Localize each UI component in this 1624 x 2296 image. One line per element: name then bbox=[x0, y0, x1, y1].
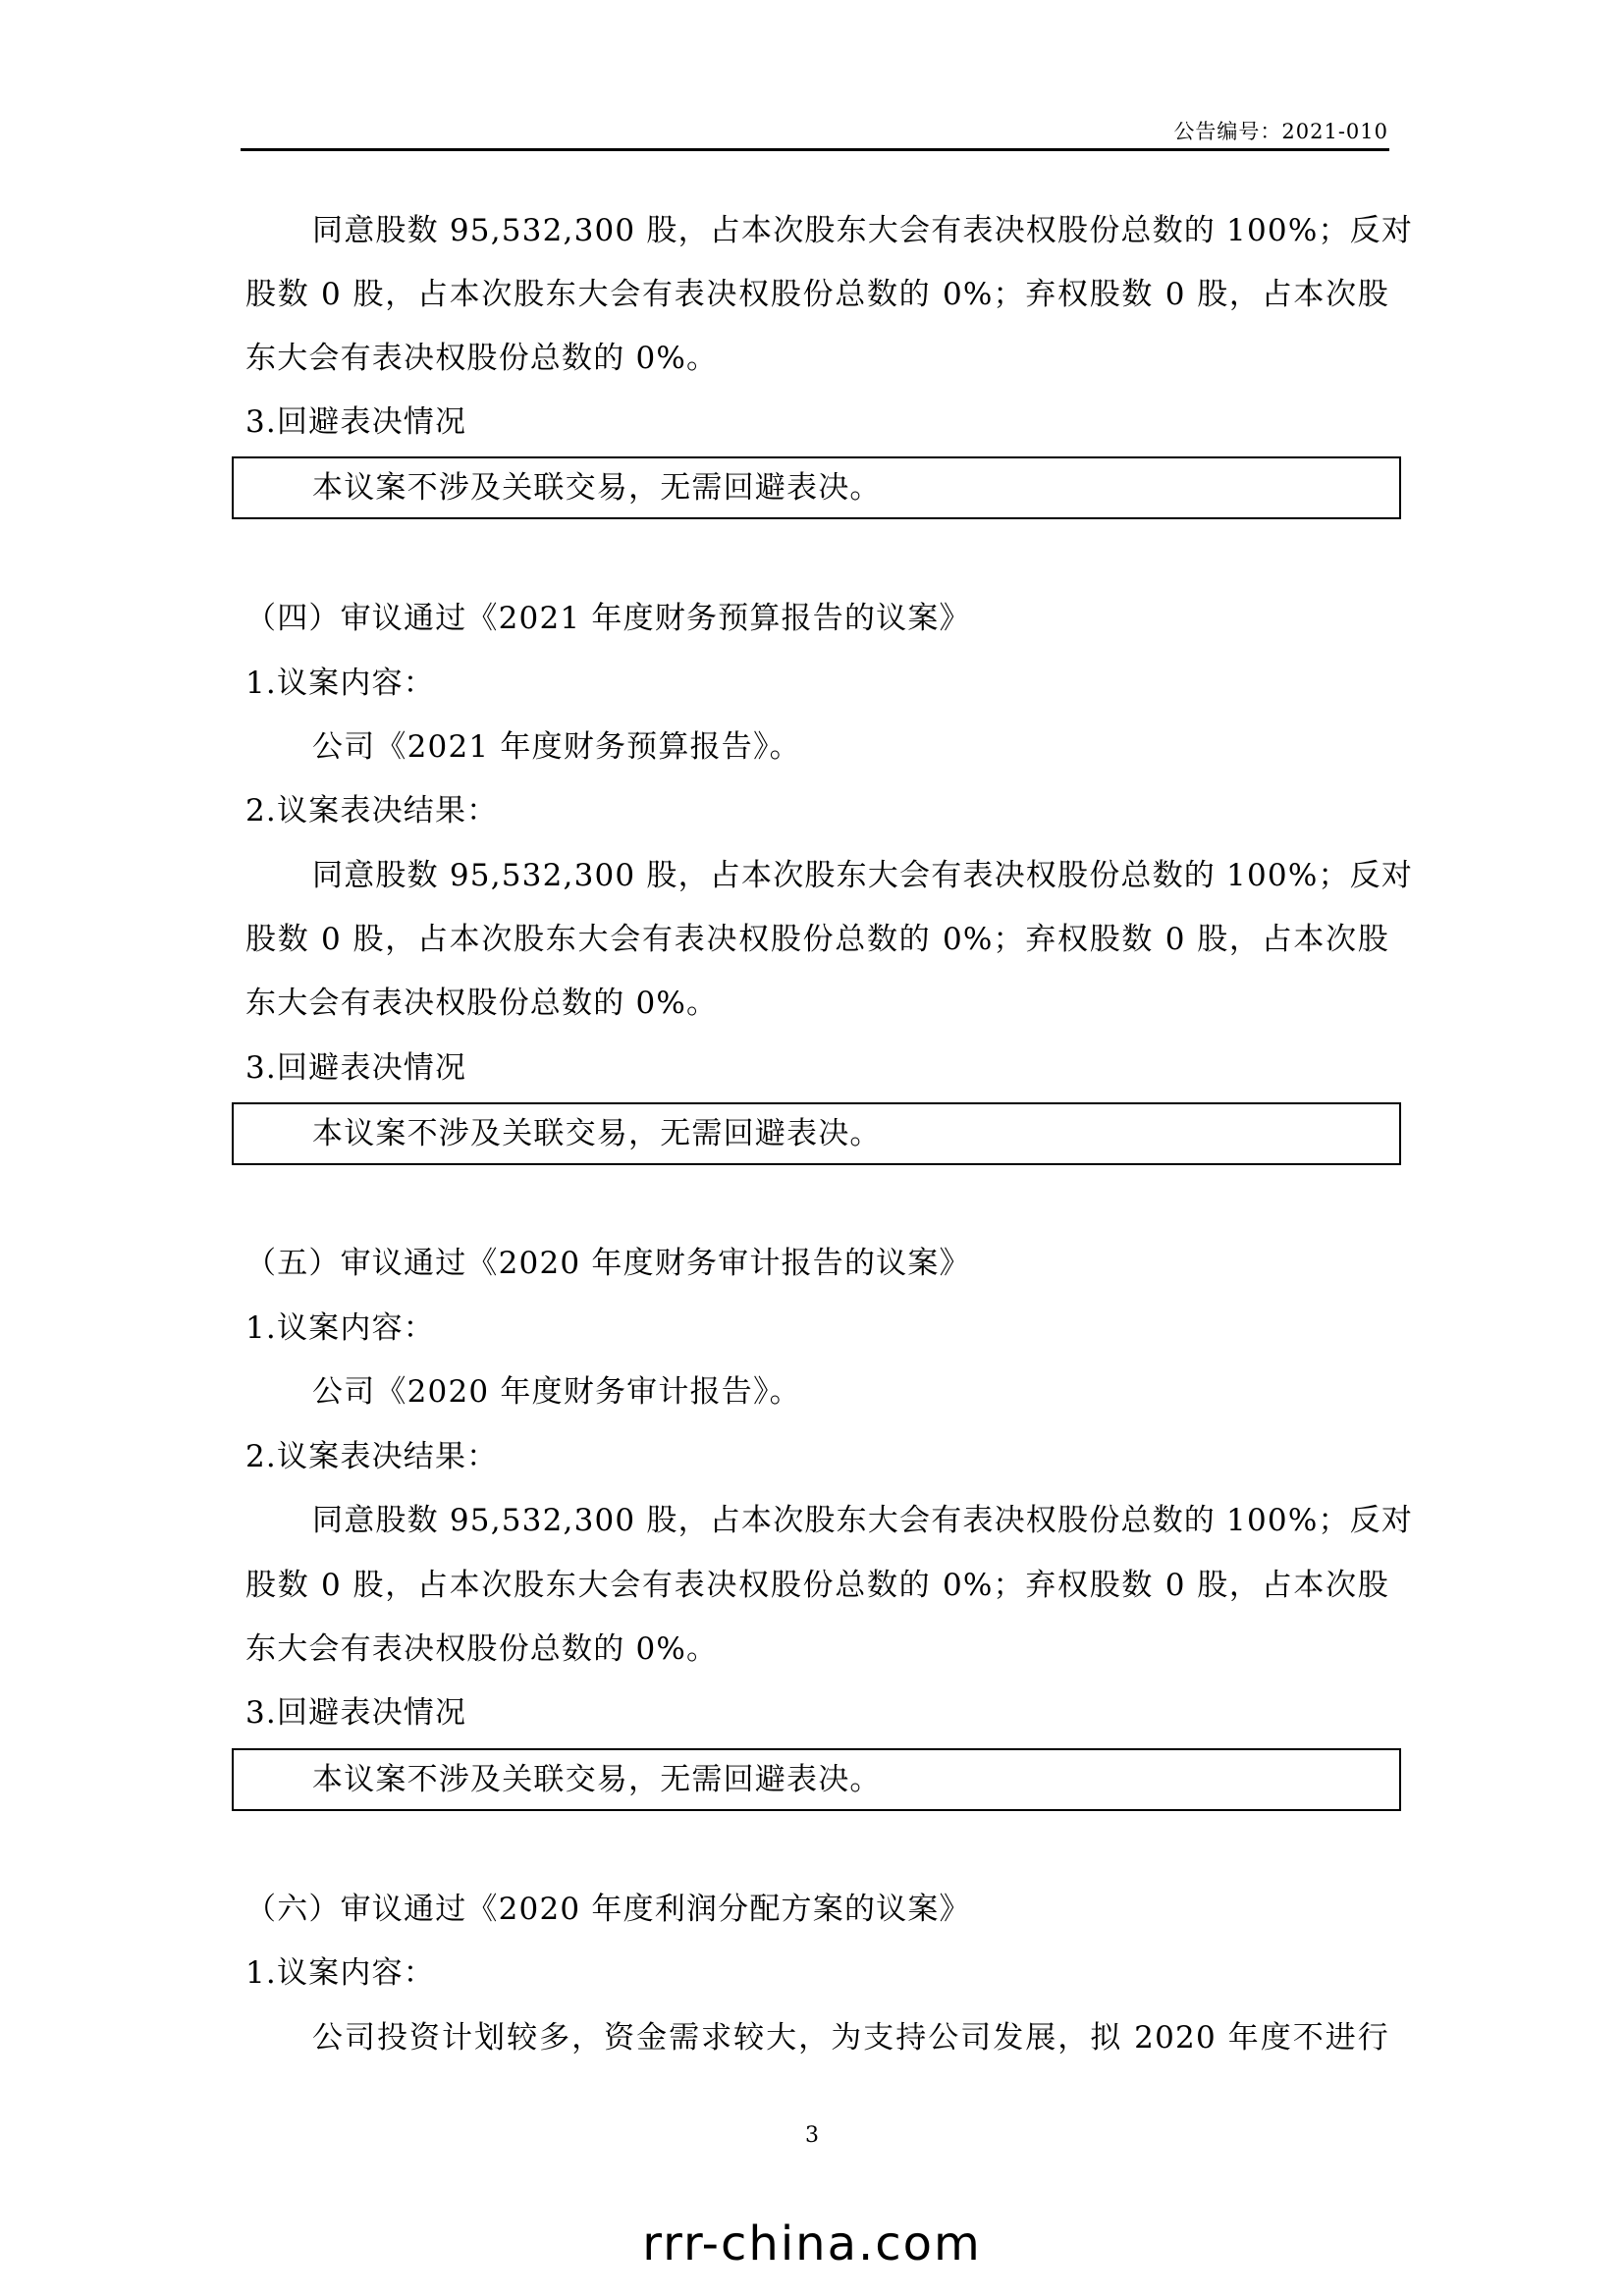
avoid-vote-heading: 3.回避表决情况 bbox=[245, 1050, 467, 1086]
avoid-vote-box bbox=[232, 1748, 1401, 1811]
content-text: 公司投资计划较多，资金需求较大，为支持公司发展，拟 2020 年度不进行 bbox=[312, 2020, 1389, 2056]
vote-result-line: 东大会有表决权股份总数的 0%。 bbox=[245, 986, 719, 1021]
section-title: （四）审议通过《2021 年度财务预算报告的议案》 bbox=[245, 601, 971, 636]
header-rule bbox=[241, 148, 1389, 151]
result-heading: 2.议案表决结果： bbox=[245, 1439, 499, 1474]
result-heading: 2.议案表决结果： bbox=[245, 793, 499, 828]
section-title: （六）审议通过《2020 年度利润分配方案的议案》 bbox=[245, 1892, 971, 1927]
avoid-vote-text: 本议案不涉及关联交易，无需回避表决。 bbox=[312, 1762, 882, 1797]
avoid-vote-box bbox=[232, 456, 1401, 519]
vote-result-line: 股数 0 股，占本次股东大会有表决权股份总数的 0%；弃权股数 0 股，占本次股 bbox=[245, 1568, 1389, 1603]
vote-result-line: 同意股数 95,532,300 股，占本次股东大会有表决权股份总数的 100%；反对 bbox=[312, 1503, 1414, 1538]
vote-result-line: 股数 0 股，占本次股东大会有表决权股份总数的 0%；弃权股数 0 股，占本次股 bbox=[245, 277, 1389, 312]
vote-result-line: 同意股数 95,532,300 股，占本次股东大会有表决权股份总数的 100%；反对 bbox=[312, 213, 1414, 248]
announcement-number: 公告编号：2021-010 bbox=[1173, 120, 1388, 143]
vote-result-line: 股数 0 股，占本次股东大会有表决权股份总数的 0%；弃权股数 0 股，占本次股 bbox=[245, 922, 1389, 957]
avoid-vote-text: 本议案不涉及关联交易，无需回避表决。 bbox=[312, 1116, 882, 1151]
avoid-vote-text: 本议案不涉及关联交易，无需回避表决。 bbox=[312, 470, 882, 506]
content-text: 公司《2021 年度财务预算报告》。 bbox=[312, 729, 801, 765]
content-text: 公司《2020 年度财务审计报告》。 bbox=[312, 1374, 801, 1410]
watermark: rrr-china.com bbox=[642, 2216, 982, 2271]
section-title: （五）审议通过《2020 年度财务审计报告的议案》 bbox=[245, 1246, 971, 1281]
page-number: 3 bbox=[805, 2123, 819, 2148]
content-heading: 1.议案内容： bbox=[245, 1955, 435, 1991]
avoid-vote-box bbox=[232, 1102, 1401, 1165]
vote-result-line: 同意股数 95,532,300 股，占本次股东大会有表决权股份总数的 100%；反对 bbox=[312, 858, 1414, 893]
avoid-vote-heading: 3.回避表决情况 bbox=[245, 1695, 467, 1731]
vote-result-line: 东大会有表决权股份总数的 0%。 bbox=[245, 341, 719, 376]
content-heading: 1.议案内容： bbox=[245, 1310, 435, 1346]
content-heading: 1.议案内容： bbox=[245, 666, 435, 701]
vote-result-line: 东大会有表决权股份总数的 0%。 bbox=[245, 1631, 719, 1667]
avoid-vote-heading: 3.回避表决情况 bbox=[245, 404, 467, 440]
